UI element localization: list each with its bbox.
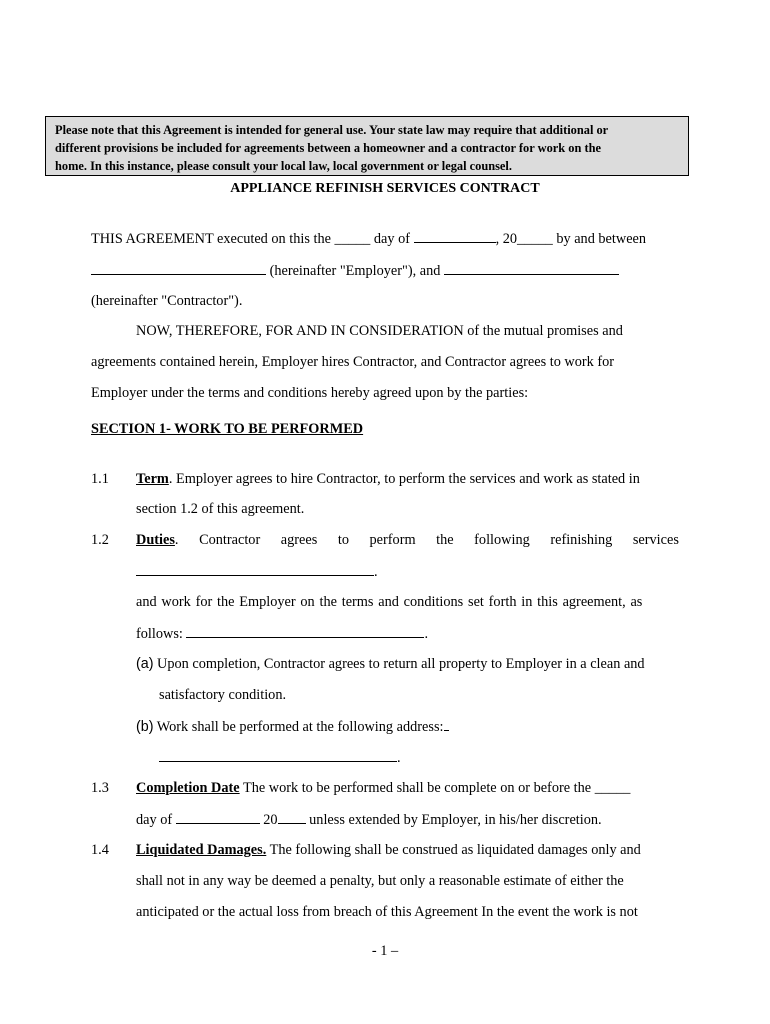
item-b-marker: (b) <box>136 719 154 735</box>
section-1-3-line-1: Completion Date The work to be performed shall be complete on or before the _____ <box>136 780 631 796</box>
intro-line-3: (hereinafter "Contractor"). <box>91 293 243 309</box>
consideration-line-1: NOW, THEREFORE, FOR AND IN CONSIDERATION of the mutual promises and <box>136 323 623 339</box>
section-1-1-line-2: section 1.2 of this agreement. <box>136 501 305 517</box>
section-1-3-line-2: day of 20 unless extended by Employer, in his/her discretion. <box>136 812 602 828</box>
section-1-2-line-3: and work for the Employer on the terms and conditions set forth in this agreement, as <box>136 594 643 610</box>
notice-line-2: different provisions be included for agreements between a homeowner and a contractor for work on the <box>55 141 601 155</box>
blank-follows[interactable] <box>186 624 424 638</box>
section-1-4-line-3: anticipated or the actual loss from breach of this Agreement In the event the work is not <box>136 904 638 920</box>
address-blank-line: . <box>159 748 401 767</box>
item-a-line-1: (a) Upon completion, Contractor agrees to return all property to Employer in a clean and <box>136 656 645 672</box>
blank-completion-month[interactable] <box>176 810 260 824</box>
section-1-3-number: 1.3 <box>91 780 109 796</box>
section-1-1-line-1: Term. Employer agrees to hire Contractor, to perform the services and work as stated in <box>136 471 640 487</box>
section-1-4-line-2: shall not in any way be deemed a penalty, but only a reasonable estimate of either the <box>136 873 624 889</box>
section-1-2-line-4: follows: . <box>136 626 429 642</box>
notice-line-1: Please note that this Agreement is intended for general use. Your state law may require that additional or <box>55 123 609 137</box>
blank-contractor-name[interactable] <box>444 261 619 275</box>
blank-month[interactable] <box>414 229 496 243</box>
section-1-heading: SECTION 1- WORK TO BE PERFORMED <box>91 421 364 437</box>
consideration-line-3: Employer under the terms and conditions hereby agreed upon by the parties: <box>91 385 529 401</box>
item-b-line-1: (b) Work shall be performed at the following address: <box>136 717 449 736</box>
consideration-line-2: agreements contained herein, Employer hires Contractor, and Contractor agrees to work for <box>91 354 615 370</box>
intro-line-1: THIS AGREEMENT executed on this the _____ day of , 20_____ by and between <box>91 231 647 247</box>
section-1-2-number: 1.2 <box>91 532 109 548</box>
page-number: - 1 – <box>371 943 399 959</box>
completion-date-label: Completion Date <box>136 780 240 796</box>
blank-employer-name[interactable] <box>91 261 266 275</box>
duties-label: Duties <box>136 532 175 548</box>
intro-line-2: (hereinafter "Employer"), and <box>91 261 619 280</box>
section-1-4-line-1: Liquidated Damages. The following shall be construed as liquidated damages only and <box>136 842 641 858</box>
blank-completion-year[interactable] <box>278 810 306 824</box>
section-1-1-number: 1.1 <box>91 471 109 487</box>
notice-line-3: home. In this instance, please consult your local law, local government or legal counsel. <box>55 159 512 173</box>
duties-blank-line: . <box>136 562 378 581</box>
section-1-2-line-1: Duties. Contractor agrees to perform the following refinishing services <box>136 532 679 548</box>
item-a-line-2: satisfactory condition. <box>159 687 287 703</box>
disclaimer-notice-box <box>45 116 689 176</box>
item-a-marker: (a) <box>136 656 154 672</box>
section-1-4-number: 1.4 <box>91 842 109 858</box>
blank-refinishing-services[interactable] <box>136 562 374 576</box>
liquidated-damages-label: Liquidated Damages. <box>136 842 267 858</box>
contract-title: APPLIANCE REFINISH SERVICES CONTRACT <box>230 181 540 196</box>
term-label: Term <box>136 471 169 487</box>
blank-work-address[interactable] <box>159 748 397 762</box>
